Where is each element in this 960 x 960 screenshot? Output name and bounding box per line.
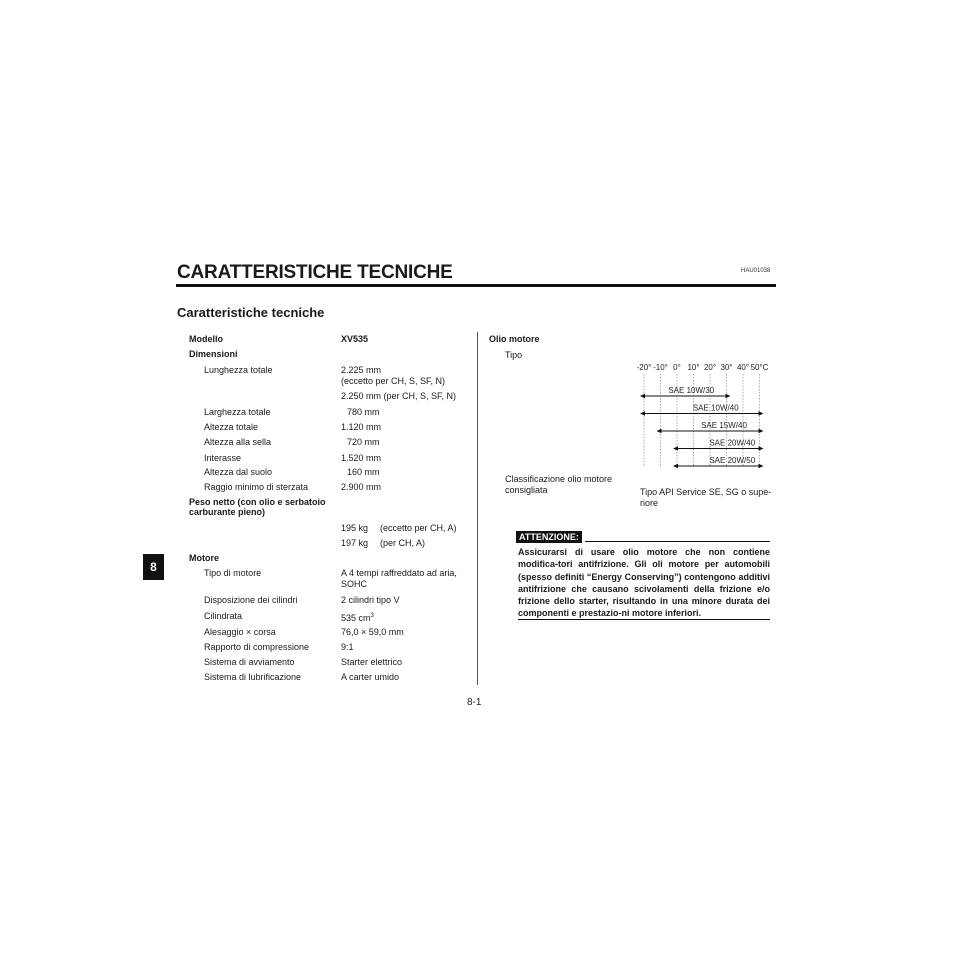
oil-heading: Olio motore — [489, 334, 540, 344]
spec-net-weight-label-2: carburante pieno) — [189, 507, 266, 517]
title-rule — [176, 284, 776, 287]
spec-ground-clearance-value: 160 mm — [347, 467, 380, 477]
spec-bore-stroke-label: Alesaggio × corsa — [204, 627, 276, 637]
oil-viscosity-chart — [626, 358, 776, 470]
spec-dimensions-label: Dimensioni — [189, 349, 238, 359]
warning-text: Assicurarsi di usare olio motore che non contiene modifica-tori antifrizione. Gli oli motore per automobili (spesso definiti “Energy Conserving”) contengono additivi antifrizione che causano scivolamenti della frizione e/o frizione dello starter, risultando in una minore durata dei componenti e prestazio-ni motore inferiori. — [518, 547, 770, 619]
spec-displacement-label: Cilindrata — [204, 611, 243, 621]
temperature-tick-label: 20° — [703, 363, 717, 372]
spec-starting-label: Sistema di avviamento — [204, 657, 295, 667]
spec-turning-radius-value: 2.900 mm — [341, 482, 382, 492]
spec-starting-value: Starter elettrico — [341, 657, 403, 667]
spec-model-label: Modello — [189, 334, 223, 344]
temperature-tick-labels — [637, 363, 769, 372]
page-title: CARATTERISTICHE TECNICHE — [177, 262, 453, 283]
temperature-tick-label: -10° — [653, 363, 668, 372]
viscosity-grade-label: SAE 10W/30 — [668, 386, 715, 395]
spec-length-label: Lunghezza totale — [204, 365, 273, 375]
spec-height-value: 1.120 mm — [341, 422, 382, 432]
spec-net-weight-label-1: Peso netto (con olio e serbatoio — [189, 497, 326, 507]
spec-wheelbase-value: 1.520 mm — [341, 453, 382, 463]
spec-wheelbase-label: Interasse — [204, 453, 242, 463]
temperature-tick-label: 30° — [720, 363, 733, 372]
spec-length-value-1: 2.225 mm — [341, 365, 382, 375]
spec-ground-clearance-label: Altezza dal suolo — [204, 467, 273, 477]
spec-lubrication-label: Sistema di lubrificazione — [204, 672, 302, 682]
viscosity-grade-label: SAE 15W/40 — [701, 421, 747, 430]
spec-weight-2-value: 197 kg — [341, 538, 369, 548]
spec-bore-stroke-value: 76,0 × 59,0 mm — [341, 627, 404, 637]
spec-turning-radius-label: Raggio minimo di sterzata — [204, 482, 309, 492]
spec-displacement-value: 535 $cm^3$ — [341, 613, 374, 623]
spec-weight-1-value: 195 kg — [341, 523, 369, 533]
spec-engine-label: Motore — [189, 553, 219, 563]
chapter-tab: 8 — [143, 554, 164, 580]
oil-classification-label-1: Classificazione olio motore — [505, 474, 613, 484]
spec-width-label: Larghezza totale — [204, 407, 271, 417]
viscosity-grade-bar — [673, 456, 764, 468]
spec-lubrication-value: A carter umido — [341, 672, 400, 682]
spec-compression-value: 9:1 — [341, 642, 354, 652]
oil-classification-value-2: riore — [640, 498, 659, 508]
column-divider — [477, 332, 478, 685]
oil-classification-value-1: Tipo API Service SE, SG o supe- — [640, 487, 772, 497]
oil-classification-label-2: consigliata — [505, 485, 548, 495]
spec-cylinder-layout-label: Disposizione dei cilindri — [204, 595, 298, 605]
spec-compression-label: Rapporto di compressione — [204, 642, 310, 652]
spec-weight-1-note: (eccetto per CH, A) — [380, 523, 457, 533]
document-code: HAU01038 — [741, 268, 771, 274]
spec-weight-2-note: (per CH, A) — [380, 538, 426, 548]
spec-width-value: 780 mm — [347, 407, 380, 417]
temperature-tick-label: 50°C — [750, 363, 769, 372]
viscosity-grade-bar — [657, 421, 764, 433]
spec-cylinder-layout-value: 2 cilindri tipo V — [341, 595, 400, 605]
warning-bottom-rule — [518, 619, 770, 620]
temperature-tick-label: 0° — [673, 363, 681, 372]
spec-height-label: Altezza totale — [204, 422, 259, 432]
page-number: 8-1 — [467, 697, 482, 708]
oil-type-label: Tipo — [505, 350, 523, 360]
viscosity-grade-bar — [640, 386, 731, 398]
spec-engine-type-value-1: A 4 tempi raffreddato ad aria, — [341, 568, 457, 578]
spec-engine-type-label: Tipo di motore — [204, 568, 262, 578]
viscosity-grade-bars — [640, 386, 764, 468]
temperature-tick-label: 10° — [687, 363, 700, 372]
spec-length-value-2: 2.250 mm (per CH, S, SF, N) — [341, 391, 457, 401]
viscosity-grade-bar — [640, 404, 764, 416]
section-subtitle: Caratteristiche tecniche — [177, 305, 325, 320]
viscosity-grade-label: SAE 10W/40 — [692, 403, 739, 413]
viscosity-grade-label: SAE 20W/40 — [709, 438, 756, 448]
warning-heading: ATTENZIONE: — [516, 531, 582, 543]
viscosity-grade-bar — [673, 439, 764, 451]
spec-seat-height-label: Altezza alla sella — [204, 437, 272, 447]
spec-seat-height-value: 720 mm — [347, 437, 380, 447]
spec-engine-type-value-2: SOHC — [341, 579, 368, 589]
viscosity-grade-label: SAE 20W/50 — [709, 456, 756, 465]
spec-length-note-1: (eccetto per CH, S, SF, N) — [341, 376, 446, 386]
spec-model-value: XV535 — [341, 334, 369, 344]
temperature-tick-label: -20° — [636, 363, 652, 372]
warning-top-rule — [585, 541, 770, 542]
temperature-tick-label: 40° — [736, 363, 750, 372]
